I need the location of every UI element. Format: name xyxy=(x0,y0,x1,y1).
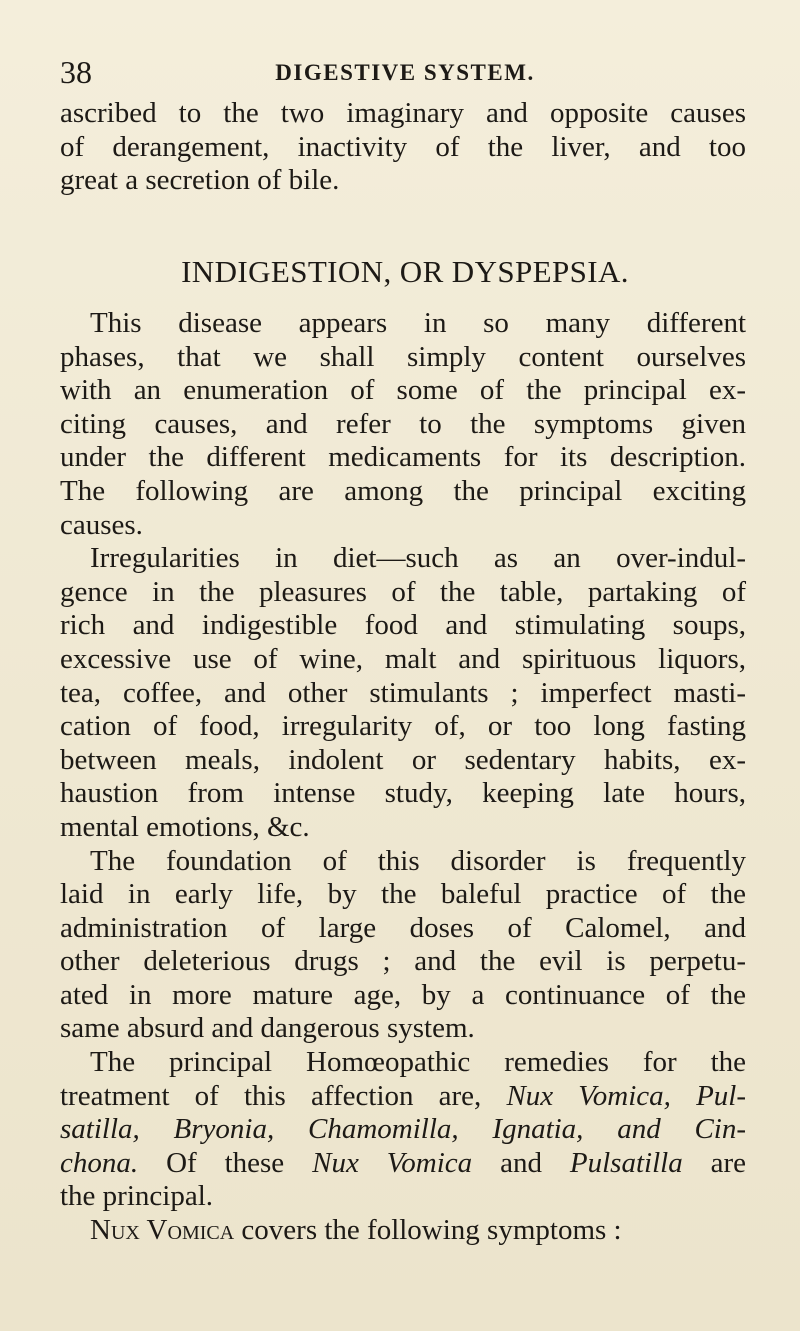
text-line: haustion from intense study, keeping late hours, xyxy=(60,777,746,810)
text-line xyxy=(60,1113,746,1147)
text-run: are xyxy=(710,1146,747,1179)
paragraph-remedies xyxy=(60,1046,746,1214)
remedy-name: Nux Vomica, xyxy=(506,1079,671,1112)
remedy-name: Nux Vomica xyxy=(90,1214,235,1247)
paragraph-causes xyxy=(60,542,746,844)
text-line: The principal Homœopathic remedies for the xyxy=(90,1046,746,1079)
running-head xyxy=(60,52,750,92)
text-line: This disease appears in so many different xyxy=(90,307,746,339)
text-line: rich and indigestible food and stimulating soups, xyxy=(60,609,746,642)
remedy-name: Nux Vomica xyxy=(312,1146,473,1179)
remedy-name: chona. xyxy=(60,1146,139,1179)
text-line: ated in more mature age, by a continuance of the xyxy=(60,978,746,1011)
remedy-name: satilla, xyxy=(60,1113,140,1146)
text-line: Irregularities in diet—such as an over-indul- xyxy=(90,542,746,575)
text-line: excessive use of wine, malt and spirituous liquors, xyxy=(60,642,746,675)
text-line: causes. xyxy=(60,508,143,541)
text-line: administration of large doses of Calomel, and xyxy=(60,911,746,944)
text-line: gence in the pleasures of the table, partaking of xyxy=(60,575,746,608)
page-number: 38 xyxy=(60,54,92,90)
running-head-title: DIGESTIVE SYSTEM. xyxy=(275,60,535,85)
text-line: of derangement, inactivity of the liver, and too xyxy=(60,130,746,163)
text-line xyxy=(60,1147,746,1181)
text-line: The foundation of this disorder is frequently xyxy=(90,844,746,877)
remedy-name: Cin- xyxy=(694,1113,747,1146)
remedy-name: Bryonia, xyxy=(173,1113,275,1146)
text-run: and xyxy=(617,1113,661,1146)
text-line: same absurd and dangerous system. xyxy=(60,1012,475,1045)
text-line: The following are among the principal exciting xyxy=(60,474,746,507)
text-line: laid in early life, by the baleful practice of the xyxy=(60,878,746,911)
text-line: mental emotions, &c. xyxy=(60,810,310,843)
text-run: covers the following symptoms : xyxy=(241,1214,622,1247)
text-line xyxy=(60,1080,746,1114)
paragraph-foundation xyxy=(60,845,746,1047)
text-line: cation of food, irregularity of, or too long fasting xyxy=(60,710,746,743)
paragraph-intro xyxy=(60,307,746,542)
text-line: other deleterious drugs ; and the evil is perpetu- xyxy=(60,945,746,978)
remedy-name: Pulsatilla xyxy=(569,1146,683,1179)
remedy-name: Chamomilla, xyxy=(307,1113,459,1146)
remedy-name: Pul- xyxy=(696,1079,746,1112)
text-line: between meals, indolent or sedentary habits, ex- xyxy=(60,743,746,776)
text-line: citing causes, and refer to the symptoms given xyxy=(60,407,746,440)
text-line: phases, that we shall simply content ourselves xyxy=(60,340,746,373)
text-run: and xyxy=(500,1146,542,1179)
text-line: under the different medicaments for its description. xyxy=(60,441,746,474)
paragraph-nux xyxy=(60,1214,746,1248)
text-line: with an enumeration of some of the principal ex- xyxy=(60,374,746,407)
continued-paragraph xyxy=(60,97,746,198)
text-line: the principal. xyxy=(60,1180,214,1213)
section-heading: INDIGESTION, OR DYSPEPSIA. xyxy=(181,254,629,289)
body-text xyxy=(60,307,746,1248)
text-run: treatment of this affection are, xyxy=(60,1079,482,1112)
text-line: ascribed to the two imaginary and opposite causes xyxy=(60,97,746,129)
text-line: great a secretion of bile. xyxy=(60,164,340,197)
remedy-name: Ignatia, xyxy=(492,1113,584,1146)
text-line xyxy=(60,1214,746,1248)
text-run: Of these xyxy=(166,1146,285,1179)
text-line: tea, coffee, and other stimulants ; imperfect masti- xyxy=(60,676,746,709)
